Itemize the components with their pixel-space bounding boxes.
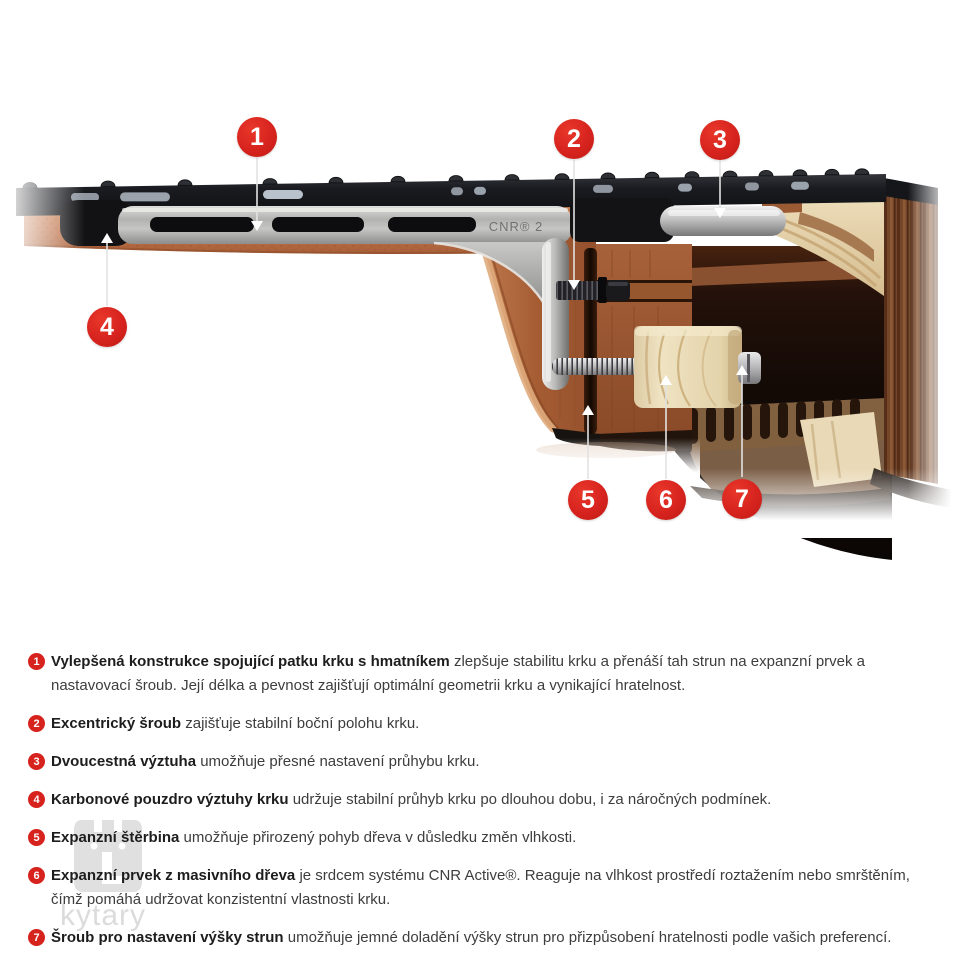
callout-6-number: 6 (659, 485, 673, 514)
description-item-1 (28, 650, 934, 698)
item-number-badge: 4 (28, 791, 45, 808)
item-text: zajišťuje stabilní boční polohu krku. (185, 715, 420, 732)
truss-rod-housing (570, 198, 674, 242)
expansion-slot (584, 248, 597, 434)
description-item-3 (28, 750, 934, 774)
item-text: je srdcem systému CNR Active®. Reaguje na vlhkost prostředí roztažením nebo smrštěním, čímž pomáhá udržovat konzistentní vlastnosti krku. (51, 867, 910, 908)
callout-1 (237, 117, 277, 157)
item-paragraph (51, 826, 576, 850)
callout-5-number: 5 (581, 485, 595, 514)
adjustment-rod (552, 358, 640, 375)
item-number-badge: 7 (28, 929, 45, 946)
description-item-2 (28, 712, 934, 736)
descriptions-list (28, 650, 934, 964)
description-item-6 (28, 864, 934, 912)
item-term: Expanzní prvek z masivního dřeva (51, 867, 296, 884)
item-text: zlepšuje stabilitu krku a přenáší tah strun na expanzní prvek a nastavovací šroub. Její délka a pevnost zajišťují optimální geometrii krku a vynikající hratelnost. (51, 653, 866, 694)
item-term: Karbonové pouzdro výztuhy krku (51, 791, 289, 808)
rail-engraving: CNR® 2 (488, 219, 544, 234)
item-paragraph (51, 712, 419, 736)
watermark-text: kytary (60, 899, 147, 932)
callout-7 (722, 479, 762, 519)
item-paragraph (51, 650, 934, 698)
item-paragraph (51, 926, 891, 950)
item-term: Šroub pro nastavení výšky strun (51, 929, 284, 946)
item-number-badge: 3 (28, 753, 45, 770)
description-item-5 (28, 826, 934, 850)
callout-4-number: 4 (100, 312, 114, 341)
item-number-badge: 5 (28, 829, 45, 846)
item-paragraph (51, 788, 771, 812)
callout-3-number: 3 (713, 125, 727, 154)
callout-1-number: 1 (250, 122, 264, 151)
item-term: Excentrický šroub (51, 715, 182, 732)
callout-2-number: 2 (567, 124, 581, 153)
description-item-4 (28, 788, 934, 812)
item-number-badge: 6 (28, 867, 45, 884)
item-term: Expanzní štěrbina (51, 829, 180, 846)
callout-2 (554, 119, 594, 159)
callout-5 (568, 480, 608, 520)
item-text: umožňuje přesné nastavení průhybu krku. (200, 753, 480, 770)
cnr-rail (118, 206, 572, 244)
callout-4 (87, 307, 127, 347)
item-number-badge: 1 (28, 653, 45, 670)
item-text: umožňuje jemné doladění výšky strun pro přizpůsobení hratelnosti podle vašich preferencí. (287, 929, 892, 946)
item-number-badge: 2 (28, 715, 45, 732)
item-paragraph (51, 750, 480, 774)
item-text: umožňuje přirozený pohyb dřeva v důsledku změn vlhkosti. (183, 829, 577, 846)
item-paragraph (51, 864, 934, 912)
description-item-7 (28, 926, 934, 950)
item-term: Vylepšená konstrukce spojující patku krku s hmatníkem (51, 653, 450, 670)
callout-6 (646, 480, 686, 520)
item-term: Dvoucestná výztuha (51, 753, 197, 770)
callout-3 (700, 120, 740, 160)
callout-7-number: 7 (735, 484, 749, 513)
item-text: udržuje stabilní průhyb krku po dlouhou dobu, i za náročných podmínek. (292, 791, 772, 808)
expansion-block (634, 326, 742, 408)
